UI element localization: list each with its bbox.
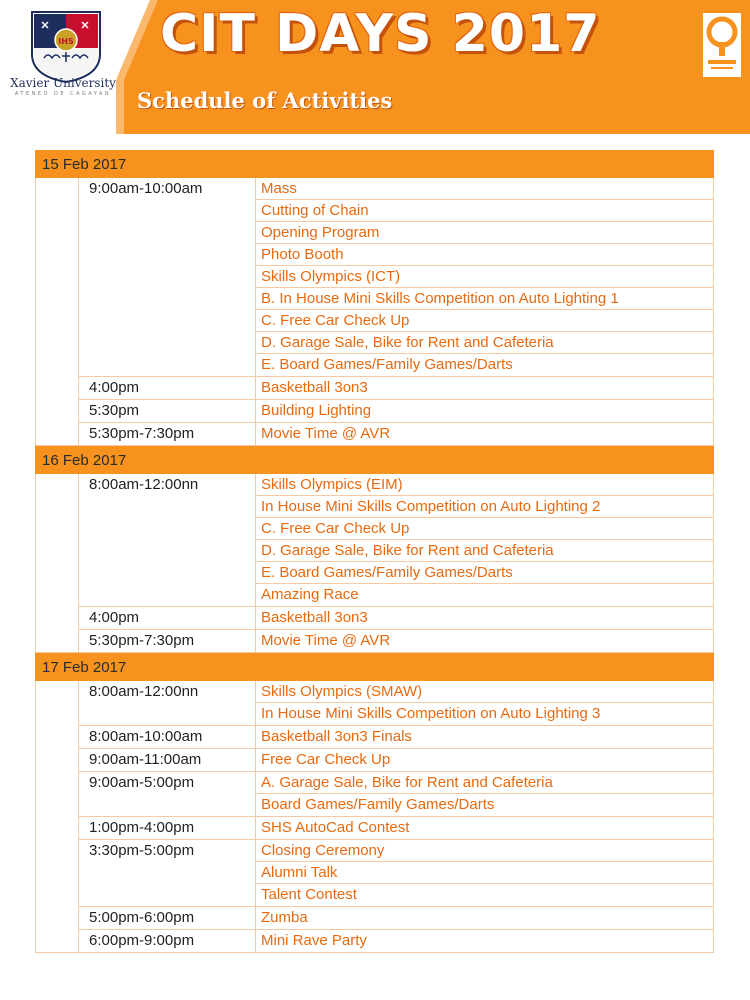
indent-column (36, 474, 79, 653)
activity-item: Basketball 3on3 (261, 609, 368, 626)
slot-time: 9:00am-10:00am (79, 178, 256, 376)
poster-subtitle: Schedule of Activities (137, 88, 393, 113)
slot-time: 5:30pm-7:30pm (79, 423, 256, 445)
activity-item: Skills Olympics (ICT) (256, 266, 713, 288)
slot-time: 9:00am-5:00pm (79, 772, 256, 816)
department-badge-icon (702, 12, 742, 78)
activity-item: Amazing Race (261, 586, 359, 603)
day-header: 16 Feb 2017 (35, 446, 714, 474)
slot-activities (256, 377, 713, 399)
slot-activities (256, 817, 713, 839)
slot-activities (256, 178, 713, 376)
day-schedule (35, 681, 714, 953)
time-slots (79, 178, 713, 446)
activity-item: Closing Ceremony (256, 840, 713, 862)
indent-column (36, 681, 79, 953)
time-slots (79, 474, 713, 653)
activity-item: D. Garage Sale, Bike for Rent and Cafeteria (256, 540, 713, 562)
time-slot-row (79, 377, 713, 400)
slot-time: 4:00pm (79, 377, 256, 399)
slot-time: 9:00am-11:00am (79, 749, 256, 771)
indent-column (36, 178, 79, 446)
time-slot-row (79, 907, 713, 930)
slot-activities (256, 607, 713, 629)
time-slot-row (79, 840, 713, 907)
activity-item: Opening Program (256, 222, 713, 244)
time-slot-row (79, 772, 713, 817)
schedule-table (35, 150, 714, 953)
time-slot-row (79, 630, 713, 653)
activity-item: Free Car Check Up (261, 751, 391, 768)
activity-item: Photo Booth (256, 244, 713, 266)
activity-item: Building Lighting (261, 402, 372, 419)
activity-item: Board Games/Family Games/Darts (261, 796, 495, 813)
time-slot-row (79, 400, 713, 423)
activity-item: Mass (256, 178, 713, 200)
time-slot-row (79, 607, 713, 630)
slot-time: 3:30pm-5:00pm (79, 840, 256, 906)
time-slot-row (79, 726, 713, 749)
time-slot-row (79, 681, 713, 726)
activity-item: Movie Time @ AVR (261, 632, 391, 649)
activity-item: Zumba (261, 909, 308, 926)
time-slot-row (79, 423, 713, 446)
slot-time: 5:30pm (79, 400, 256, 422)
time-slot-row (79, 749, 713, 772)
slot-activities (256, 840, 713, 906)
activity-item: Cutting of Chain (256, 200, 713, 222)
slot-time: 6:00pm-9:00pm (79, 930, 256, 952)
activity-item: Alumni Talk (256, 862, 713, 884)
slot-time: 8:00am-10:00am (79, 726, 256, 748)
svg-text:IHS: IHS (58, 37, 74, 46)
time-slot-row (79, 178, 713, 377)
slot-time: 1:00pm-4:00pm (79, 817, 256, 839)
activity-item: SHS AutoCad Contest (261, 819, 410, 836)
activity-item: D. Garage Sale, Bike for Rent and Cafeteria (256, 332, 713, 354)
slot-activities (256, 772, 713, 816)
activity-item: Basketball 3on3 (261, 379, 368, 396)
activity-item: Skills Olympics (SMAW) (256, 681, 713, 703)
university-motto: ATENEO DE CAGAYAN (14, 91, 112, 97)
slot-activities (256, 930, 713, 952)
slot-time: 5:00pm-6:00pm (79, 907, 256, 929)
activity-item: E. Board Games/Family Games/Darts (261, 356, 513, 373)
activity-item: C. Free Car Check Up (256, 518, 713, 540)
time-slot-row (79, 474, 713, 607)
day-header: 15 Feb 2017 (35, 150, 714, 178)
time-slots (79, 681, 713, 953)
slot-activities (256, 474, 713, 606)
slot-activities (256, 907, 713, 929)
day-schedule (35, 474, 714, 653)
day-header: 17 Feb 2017 (35, 653, 714, 681)
day-schedule (35, 178, 714, 446)
activity-item: Mini Rave Party (261, 932, 367, 949)
slot-activities (256, 630, 713, 652)
time-slot-row (79, 817, 713, 840)
slot-activities (256, 749, 713, 771)
activity-item: C. Free Car Check Up (256, 310, 713, 332)
slot-activities (256, 681, 713, 725)
activity-item: Movie Time @ AVR (261, 425, 391, 442)
slot-time: 5:30pm-7:30pm (79, 630, 256, 652)
poster-header (0, 0, 750, 134)
slot-activities (256, 423, 713, 445)
time-slot-row (79, 930, 713, 953)
activity-item: Basketball 3on3 Finals (261, 728, 412, 745)
university-name: Xavier University (10, 76, 116, 90)
activity-item: Skills Olympics (EIM) (256, 474, 713, 496)
poster-title: CIT DAYS 2017 (160, 4, 601, 64)
slot-time: 8:00am-12:00nn (79, 681, 256, 725)
activity-item: In House Mini Skills Competition on Auto Lighting 3 (261, 705, 601, 722)
slot-time: 8:00am-12:00nn (79, 474, 256, 606)
slot-time: 4:00pm (79, 607, 256, 629)
activity-item: In House Mini Skills Competition on Auto Lighting 2 (256, 496, 713, 518)
slot-activities (256, 726, 713, 748)
slot-activities (256, 400, 713, 422)
activity-item: A. Garage Sale, Bike for Rent and Cafeteria (256, 772, 713, 794)
activity-item: B. In House Mini Skills Competition on Auto Lighting 1 (256, 288, 713, 310)
activity-item: Talent Contest (261, 886, 357, 903)
activity-item: E. Board Games/Family Games/Darts (256, 562, 713, 584)
